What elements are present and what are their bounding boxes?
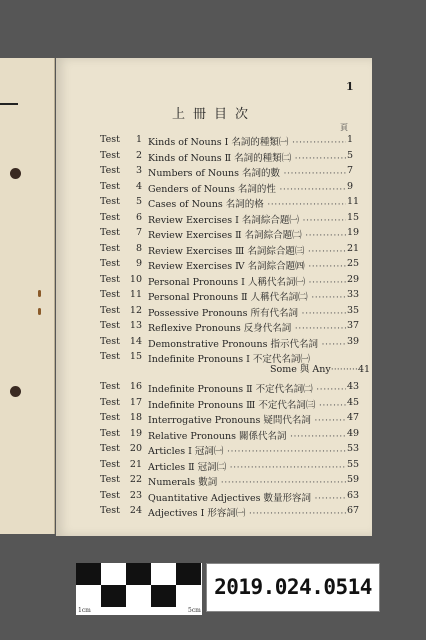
entry-page: 7 <box>347 165 354 176</box>
entry-number: 7 <box>135 227 142 238</box>
entry-page: 19 <box>347 227 360 238</box>
page-column-label: 頁 <box>340 123 348 132</box>
entry-page: 59 <box>347 474 360 485</box>
entry-title: Numerals 數詞 ····· <box>148 474 352 488</box>
entry-number: 19 <box>129 427 142 439</box>
entry-page: 53 <box>347 443 360 454</box>
entry-label: Test <box>100 351 120 362</box>
entry-page: 33 <box>347 289 360 300</box>
entry-number: 21 <box>129 458 142 470</box>
entry-page: 5 <box>347 149 354 161</box>
entry-title: Adjectives Ⅰ 形容詞㈠ ····· <box>148 505 352 519</box>
entry-number: 13 <box>129 320 142 331</box>
punch-hole <box>10 386 21 397</box>
left-page-rule <box>0 103 18 105</box>
entry-label: Test <box>100 165 120 176</box>
toc-entry <box>56 443 372 458</box>
entry-number: 5 <box>135 196 142 207</box>
entry-number: 10 <box>129 273 142 285</box>
rust-stain <box>38 290 41 297</box>
continuation-text: Some 與 Any <box>270 364 331 375</box>
scale-square <box>176 563 201 585</box>
entry-page: 1 <box>347 134 354 145</box>
entry-label: Test <box>100 381 120 392</box>
entry-number: 23 <box>129 489 142 501</box>
entry-label: Test <box>100 227 120 238</box>
entry-label: Test <box>100 149 120 161</box>
entry-number: 22 <box>129 474 142 485</box>
entry-page: 25 <box>347 258 360 269</box>
entry-page: 49 <box>347 427 360 439</box>
entry-number: 14 <box>129 335 142 347</box>
entry-page: 45 <box>347 396 360 408</box>
toc-entry <box>56 243 372 258</box>
entry-label: Test <box>100 427 120 439</box>
entry-title: Review Exercises Ⅲ 名詞綜合題㈢ ····· <box>148 243 352 257</box>
entry-label: Test <box>100 489 120 501</box>
entry-title: Interrogative Pronouns 疑問代名詞 ····· <box>148 412 352 426</box>
continuation-leader: ········· <box>330 364 358 375</box>
entry-number: 20 <box>129 443 142 454</box>
entry-number: 12 <box>129 304 142 316</box>
entry-number: 11 <box>129 289 142 300</box>
entry-title: Articles Ⅱ 冠詞㈡ ····· <box>148 459 352 473</box>
entry-title: Indefinite Pronouns Ⅱ 不定代名詞㈡ ····· <box>148 381 352 395</box>
entry-title: Demonstrative Pronouns 指示代名詞 ····· <box>148 336 352 350</box>
entry-title: Indefinite Pronouns Ⅰ 不定代名詞㈠ <box>148 354 310 365</box>
toc-entry <box>56 181 372 196</box>
left-page-edge <box>0 58 55 534</box>
entry-label: Test <box>100 258 120 269</box>
entry-label: Test <box>100 134 120 145</box>
toc-entry <box>56 212 372 227</box>
entry-page: 29 <box>347 273 360 285</box>
entry-number: 18 <box>129 412 142 423</box>
toc-entry <box>56 274 372 289</box>
entry-title: Quantitative Adjectives 數量形容詞 ····· <box>148 490 352 504</box>
toc-entry <box>56 196 372 211</box>
entry-title: Personal Pronouns Ⅱ 人稱代名詞㈡ ····· <box>148 289 352 303</box>
toc-entry <box>56 397 372 412</box>
entry-label: Test <box>100 474 120 485</box>
entry-number: 8 <box>135 242 142 254</box>
scale-1cm-label: 1cm <box>78 607 91 614</box>
entry-number: 4 <box>135 180 142 192</box>
entry-label: Test <box>100 335 120 347</box>
entry-page: 11 <box>347 196 360 207</box>
toc-entry <box>56 134 372 149</box>
entry-title: Review Exercises Ⅰ 名詞綜合題㈠ ····· <box>148 212 352 226</box>
entry-label: Test <box>100 180 120 192</box>
entry-number: 24 <box>129 505 142 516</box>
entry-page: 67 <box>347 505 360 516</box>
entry-page: 39 <box>347 335 360 347</box>
entry-number: 9 <box>135 258 142 269</box>
toc-entry <box>56 258 372 273</box>
scale-square <box>101 585 126 607</box>
entry-page: 55 <box>347 458 360 470</box>
entry-page: 35 <box>347 304 360 316</box>
scale-5cm-label: 5cm <box>188 607 201 614</box>
toc-entry <box>56 381 372 396</box>
punch-hole <box>10 168 21 179</box>
color-scale-bar <box>76 563 202 615</box>
book-page <box>56 58 372 536</box>
toc-entry <box>56 336 372 351</box>
entry-title: Kinds of Nouns Ⅱ 名詞的種類㈡ ····· <box>148 150 352 164</box>
entry-label: Test <box>100 242 120 254</box>
entry-page: 43 <box>347 381 360 392</box>
entry-title: Genders of Nouns 名詞的性 ····· <box>148 181 352 195</box>
entry-title: Personal Pronouns Ⅰ 人稱代名詞㈠ ····· <box>148 274 352 288</box>
entry-title: Reflexive Pronouns 反身代名詞 ····· <box>148 320 352 334</box>
entry-page: 63 <box>347 489 360 501</box>
toc-entry <box>56 474 372 489</box>
entry-title: Articles Ⅰ 冠詞㈠ ····· <box>148 443 352 457</box>
entry-label: Test <box>100 443 120 454</box>
entry-title: Numbers of Nouns 名詞的數 ····· <box>148 165 352 179</box>
entry-number: 17 <box>129 396 142 408</box>
toc-entry <box>56 412 372 427</box>
entry-page: 15 <box>347 211 360 223</box>
entry-label: Test <box>100 505 120 516</box>
toc-entry <box>56 289 372 304</box>
toc-entry <box>56 305 372 320</box>
entry-label: Test <box>100 396 120 408</box>
entry-label: Test <box>100 412 120 423</box>
entry-label: Test <box>100 320 120 331</box>
entry-title: Review Exercises Ⅱ 名詞綜合題㈡ ····· <box>148 227 352 241</box>
entry-title: Cases of Nouns 名詞的格 ····· <box>148 196 352 210</box>
entry-number: 2 <box>135 149 142 161</box>
toc-title: 上冊目次 <box>171 107 256 122</box>
entry-label: Test <box>100 273 120 285</box>
toc-entry <box>56 459 372 474</box>
toc-entry <box>56 165 372 180</box>
entry-label: Test <box>100 196 120 207</box>
entry-number: 3 <box>135 165 142 176</box>
entry-title: Indefinite Pronouns Ⅲ 不定代名詞㈢ ····· <box>148 397 352 411</box>
toc-entry <box>56 490 372 505</box>
entry-title: Possessive Pronouns 所有代名詞 ····· <box>148 305 352 319</box>
entry-number: 16 <box>129 381 142 392</box>
entry-label: Test <box>100 304 120 316</box>
toc-entry <box>56 428 372 443</box>
toc-entry <box>56 227 372 242</box>
entry-page: 9 <box>347 180 354 192</box>
entry-title: Kinds of Nouns Ⅰ 名詞的種類㈠ ····· <box>148 134 352 148</box>
toc-entry <box>56 150 372 165</box>
entry-number: 6 <box>135 211 142 223</box>
rust-stain <box>38 308 41 315</box>
entry-number: 15 <box>129 351 142 362</box>
toc-entry <box>56 320 372 335</box>
entry-page: 21 <box>347 242 360 254</box>
scale-square <box>126 563 151 585</box>
entry-title: Relative Pronouns 關係代名詞 ····· <box>148 428 352 442</box>
accession-number: 2019.024.0514 <box>206 563 380 612</box>
entry-label: Test <box>100 289 120 300</box>
continuation-page: 41 <box>357 364 371 375</box>
entry-page: 47 <box>347 412 360 423</box>
entry-page: 37 <box>347 320 360 331</box>
scale-square <box>151 585 176 607</box>
entry-title: Review Exercises Ⅳ 名詞綜合題㈣ ····· <box>148 258 352 272</box>
toc-continuation <box>270 361 370 375</box>
page-number: 1 <box>346 80 354 93</box>
entry-label: Test <box>100 211 120 223</box>
entry-label: Test <box>100 458 120 470</box>
scale-square <box>76 563 101 585</box>
toc-entry <box>56 505 372 520</box>
entry-number: 1 <box>135 134 142 145</box>
